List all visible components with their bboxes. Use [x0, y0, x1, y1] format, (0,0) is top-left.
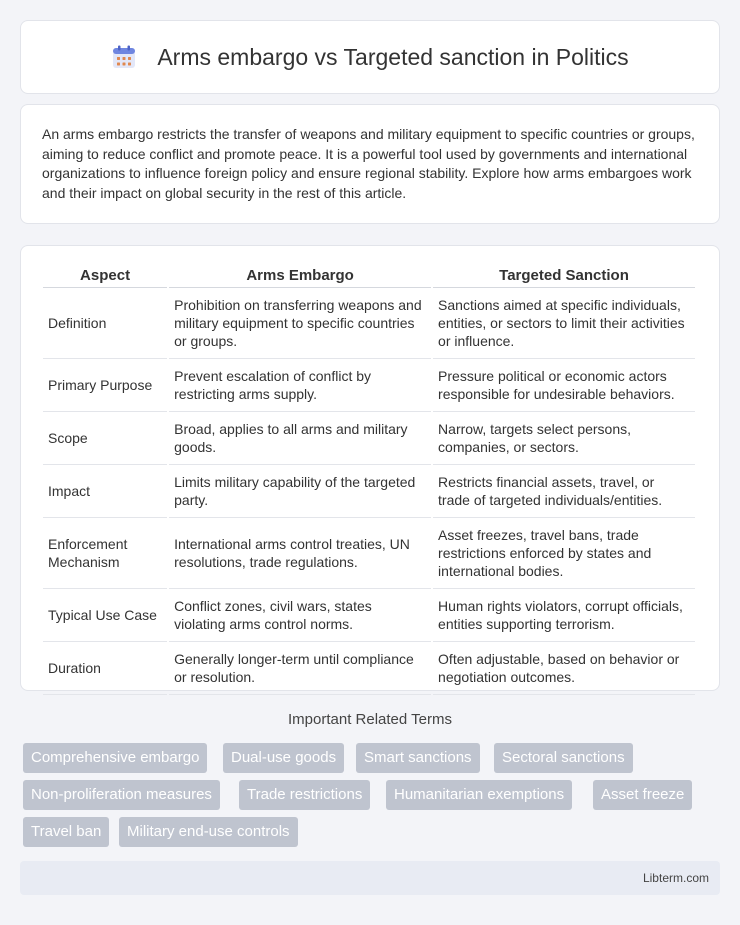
row-aspect: Scope	[43, 412, 167, 465]
row-embargo: Broad, applies to all arms and military goods.	[169, 412, 431, 465]
row-sanction: Sanctions aimed at specific individuals, entities, or sectors to limit their activities or influence.	[433, 288, 695, 359]
row-aspect: Primary Purpose	[43, 359, 167, 412]
related-term-tag[interactable]: Military end-use controls	[119, 817, 298, 847]
title-card	[20, 20, 720, 94]
row-sanction: Restricts financial assets, travel, or trade of targeted individuals/entities.	[433, 465, 695, 518]
row-embargo: Limits military capability of the targeted party.	[169, 465, 431, 518]
related-term-tag[interactable]: Smart sanctions	[356, 743, 480, 773]
row-sanction: Human rights violators, corrupt officials, entities supporting terrorism.	[433, 589, 695, 642]
row-sanction: Narrow, targets select persons, companies, or sectors.	[433, 412, 695, 465]
related-term-tag[interactable]: Dual-use goods	[223, 743, 344, 773]
table-row	[43, 465, 695, 518]
header-targeted-sanction: Targeted Sanction	[433, 266, 695, 288]
row-sanction: Asset freezes, travel bans, trade restrictions enforced by states and international bodies.	[433, 518, 695, 589]
header-arms-embargo: Arms Embargo	[169, 266, 431, 288]
row-sanction: Pressure political or economic actors responsible for undesirable behaviors.	[433, 359, 695, 412]
related-term-tag[interactable]: Travel ban	[23, 817, 109, 847]
row-embargo: Generally longer-term until compliance or resolution.	[169, 642, 431, 695]
related-term-tag[interactable]: Trade restrictions	[239, 780, 370, 810]
intro-text: An arms embargo restricts the transfer of weapons and military equipment to specific countries or groups, aiming to reduce conflict and promote peace. It is a powerful tool used by governments and international organizations to influence foreign policy and ensure regional stability. Explore how arms embargoes work and their impact on global security in the rest of this article.	[42, 126, 695, 201]
row-aspect: Typical Use Case	[43, 589, 167, 642]
related-term-tag[interactable]: Comprehensive embargo	[23, 743, 207, 773]
row-aspect: Enforcement Mechanism	[43, 518, 167, 589]
footer	[20, 861, 720, 895]
header-aspect: Aspect	[43, 266, 167, 288]
page-title: Arms embargo vs Targeted sanction in Politics	[157, 43, 629, 70]
table-row	[43, 288, 695, 359]
table-row	[43, 589, 695, 642]
table-row	[43, 412, 695, 465]
related-term-tag[interactable]: Asset freeze	[593, 780, 692, 810]
row-embargo: International arms control treaties, UN resolutions, trade regulations.	[169, 518, 431, 589]
related-term-tag[interactable]: Non-proliferation measures	[23, 780, 220, 810]
table-row	[43, 642, 695, 695]
row-embargo: Prohibition on transferring weapons and military equipment to specific countries or groups.	[169, 288, 431, 359]
row-sanction: Often adjustable, based on behavior or negotiation outcomes.	[433, 642, 695, 695]
related-term-tag[interactable]: Humanitarian exemptions	[386, 780, 572, 810]
related-terms-title: Important Related Terms	[288, 711, 452, 728]
calendar-grid-icon	[111, 44, 137, 70]
row-aspect: Duration	[43, 642, 167, 695]
row-embargo: Prevent escalation of conflict by restricting arms supply.	[169, 359, 431, 412]
row-aspect: Impact	[43, 465, 167, 518]
comparison-card	[20, 245, 720, 691]
related-term-tag[interactable]: Sectoral sanctions	[494, 743, 633, 773]
comparison-table	[41, 266, 697, 695]
table-row	[43, 518, 695, 589]
table-row	[43, 359, 695, 412]
row-embargo: Conflict zones, civil wars, states violating arms control norms.	[169, 589, 431, 642]
intro-card	[20, 104, 720, 224]
table-header-row	[43, 266, 695, 288]
row-aspect: Definition	[43, 288, 167, 359]
footer-site-link[interactable]: Libterm.com	[642, 871, 709, 885]
